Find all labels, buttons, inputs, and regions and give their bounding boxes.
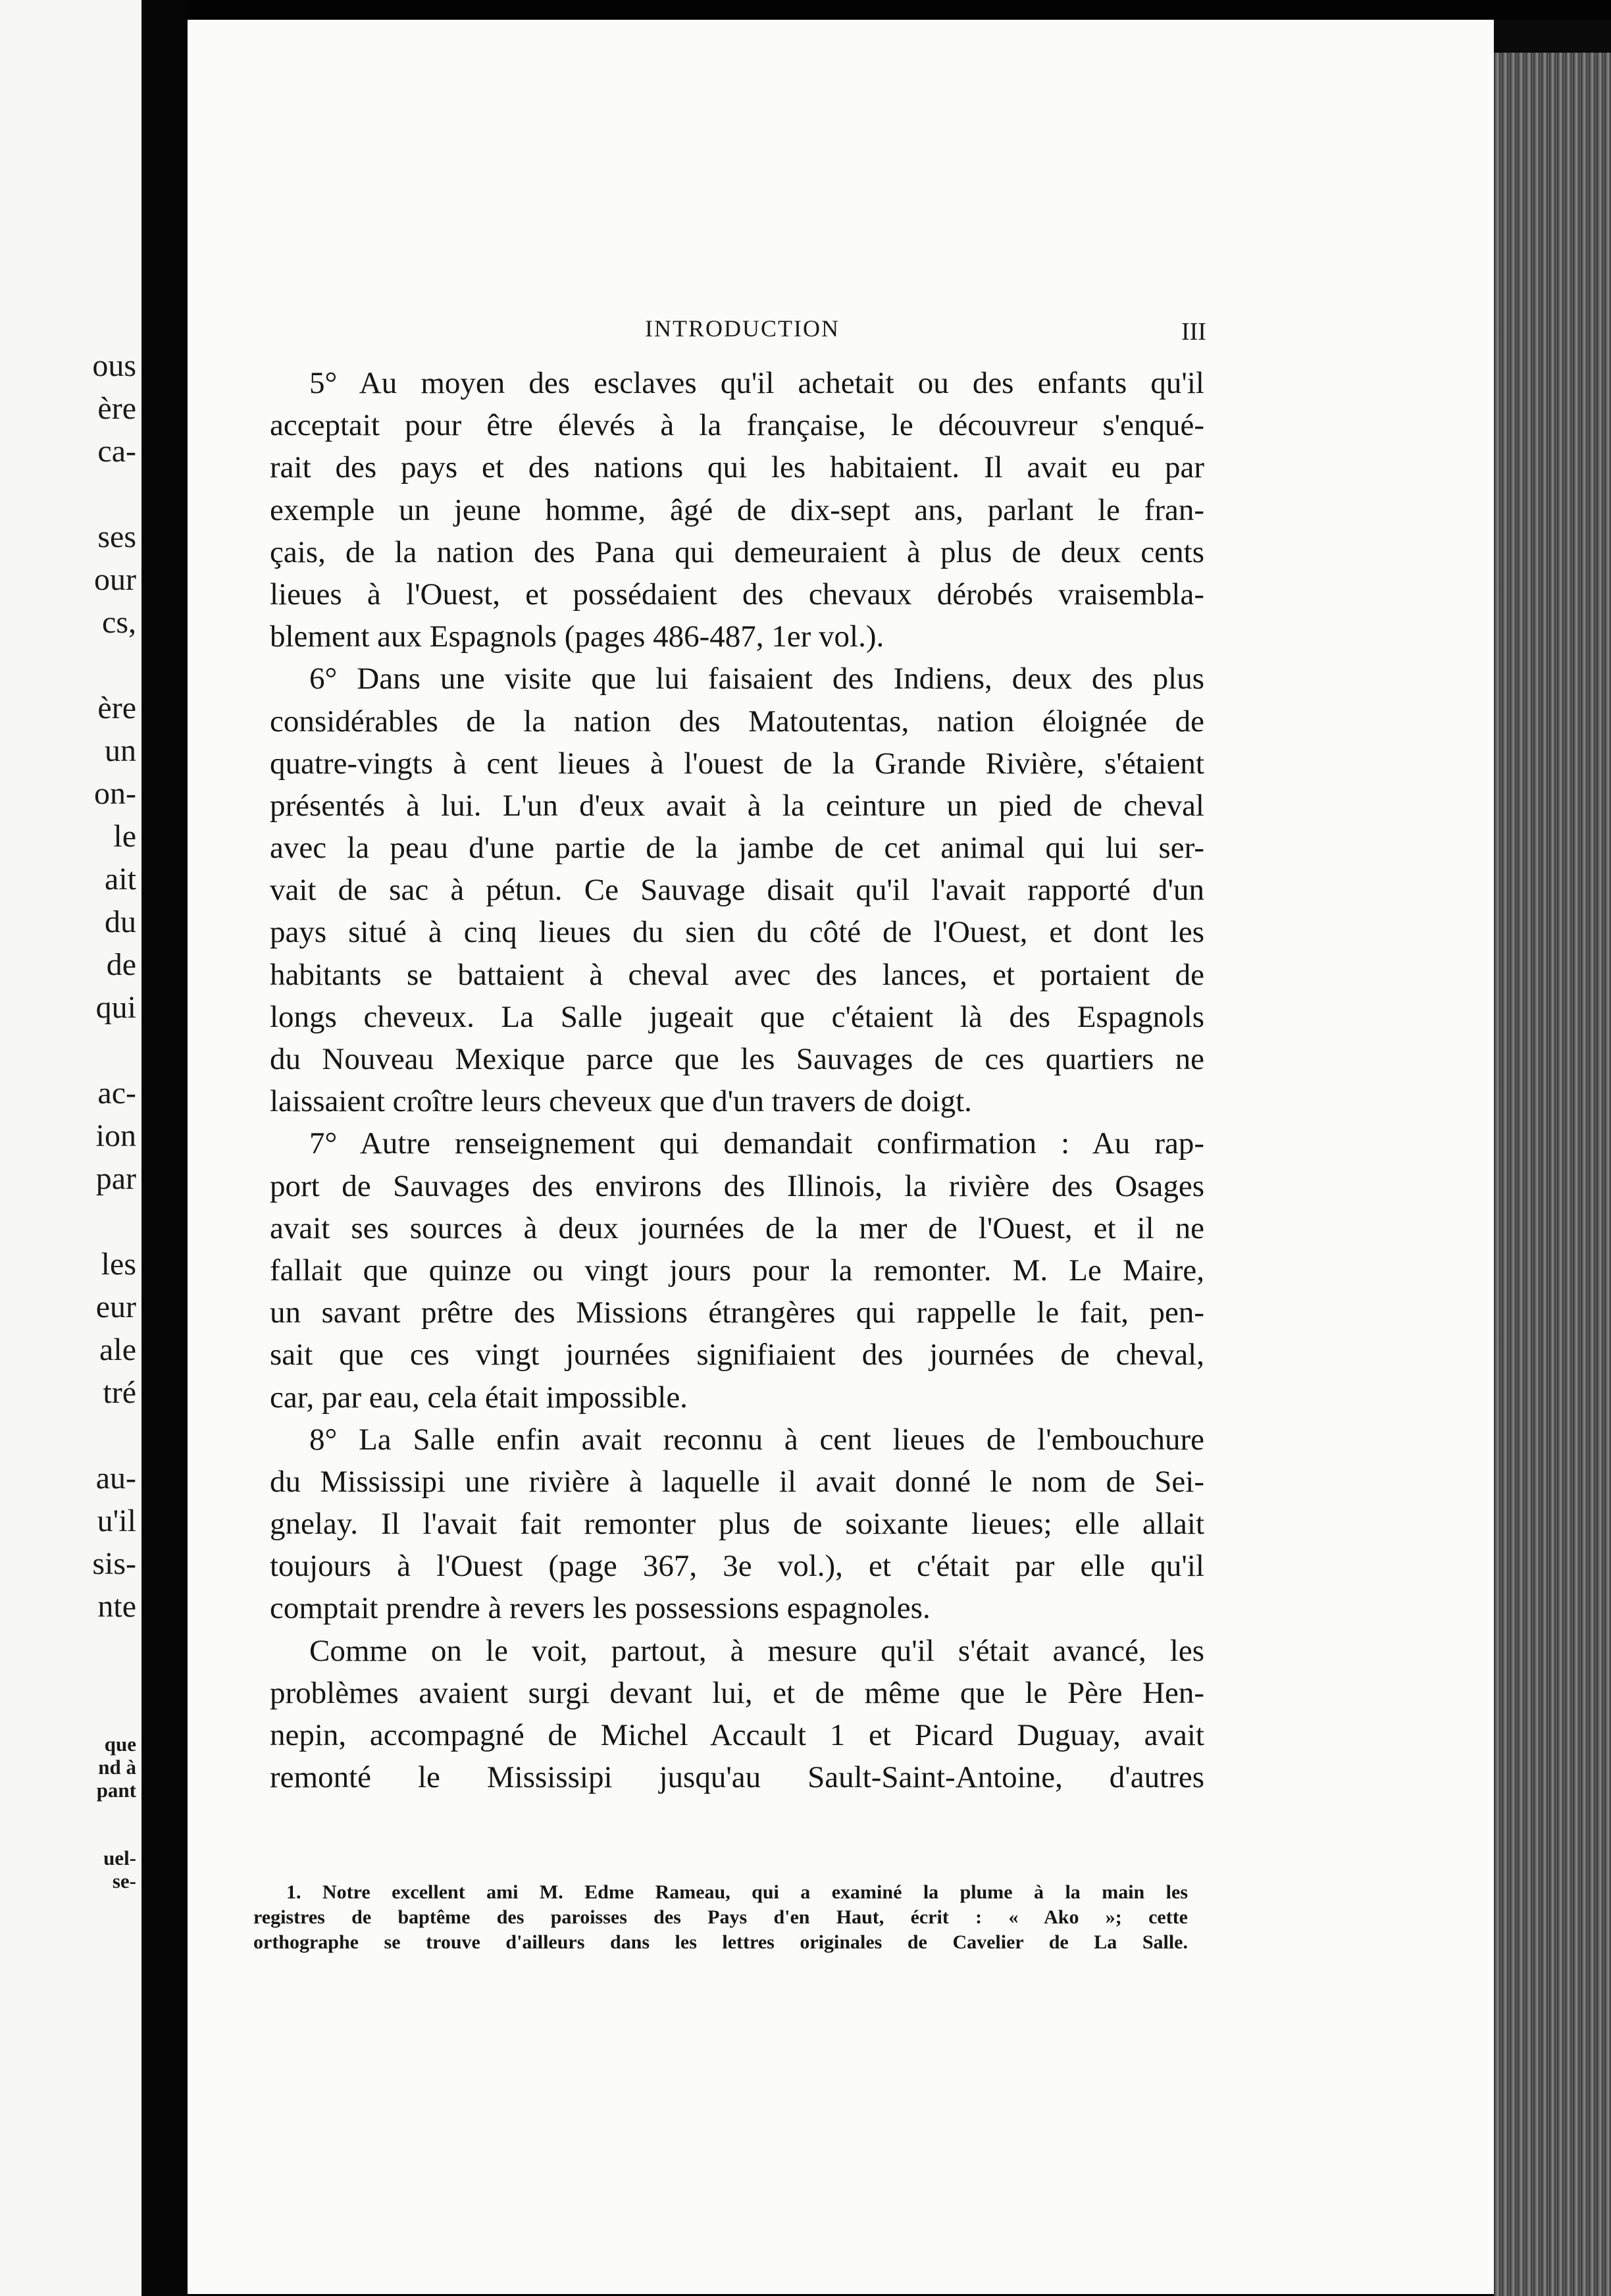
previous-page-line: le: [113, 819, 136, 854]
text-line: problèmes avaient surgi devant lui, et de même que le Père Hen-: [270, 1675, 1204, 1710]
text-line: gnelay. Il l'avait fait remonter plus de soixante lieues; elle allait: [270, 1507, 1204, 1542]
previous-page-line: les: [101, 1247, 136, 1282]
previous-page-fragment: [0, 0, 141, 2296]
text-line: du Mississipi une rivière à laquelle il avait donné le nom de Sei-: [270, 1464, 1204, 1499]
previous-page-line: un: [105, 733, 136, 768]
text-line: pays situé à cinq lieues du sien du côté de l'Ouest, et dont les: [270, 915, 1204, 950]
text-line: port de Sauvages des environs des Illinois, la rivière des Osages: [270, 1168, 1204, 1203]
text-line: exemple un jeune homme, âgé de dix-sept ans, parlant le fran-: [270, 492, 1204, 527]
previous-page-line: du: [105, 904, 136, 939]
text-line: Comme on le voit, partout, à mesure qu'il s'était avancé, les: [309, 1633, 1204, 1668]
previous-page-line: ère: [97, 391, 136, 426]
previous-page-line: ous: [92, 348, 136, 383]
main-text: [270, 362, 1204, 1798]
previous-page-line: ait: [105, 862, 136, 897]
previous-page-line: de: [106, 947, 136, 982]
previous-page-line: par: [95, 1161, 136, 1196]
text-line: présentés à lui. L'un d'eux avait à la ceinture un pied de cheval: [270, 788, 1204, 823]
text-line: fallait que quinze ou vingt jours pour la remonter. M. Le Maire,: [270, 1253, 1204, 1288]
text-line: 6° Dans une visite que lui faisaient des Indiens, deux des plus: [309, 662, 1204, 696]
text-line: 7° Autre renseignement qui demandait confirmation : Au rap-: [309, 1126, 1204, 1161]
text-line: un savant prêtre des Missions étrangères qui rappelle le fait, pen-: [270, 1295, 1204, 1330]
previous-page-line: ion: [95, 1118, 136, 1153]
page-block-edge: [1494, 53, 1611, 2296]
previous-page-line: u'il: [97, 1503, 136, 1538]
footnote-line: 1. Notre excellent ami M. Edme Rameau, qui a examiné la plume à la main les: [286, 1881, 1188, 1903]
book-gutter: [141, 0, 188, 2296]
previous-page-note-line: se-: [112, 1869, 136, 1892]
text-line: çais, de la nation des Pana qui demeuraient à plus de deux cents: [270, 535, 1204, 569]
text-line: toujours à l'Ouest (page 367, 3e vol.), et c'était par elle qu'il: [270, 1549, 1204, 1584]
previous-page-note-line: nd à: [98, 1756, 136, 1779]
previous-page-line: eur: [95, 1290, 136, 1324]
text-line: avec la peau d'une partie de la jambe de cet animal qui lui ser-: [270, 831, 1204, 866]
previous-page-line: tré: [103, 1375, 136, 1410]
text-line: habitants se battaient à cheval avec des lances, et portaient de: [270, 957, 1204, 992]
text-line: lieues à l'Ouest, et possédaient des chevaux dérobés vraisembla-: [270, 577, 1204, 612]
text-line: du Nouveau Mexique parce que les Sauvages de ces quartiers ne: [270, 1042, 1204, 1076]
text-line: avait ses sources à deux journées de la mer de l'Ouest, et il ne: [270, 1211, 1204, 1245]
text-line: vait de sac à pétun. Ce Sauvage disait qu'il l'avait rapporté d'un: [270, 873, 1204, 908]
text-line: acceptait pour être élevés à la française, le découvreur s'enqué-: [270, 408, 1204, 443]
previous-page-line: on-: [94, 776, 136, 811]
previous-page-line: our: [94, 562, 136, 597]
previous-page-line: au-: [95, 1461, 136, 1496]
previous-page-line: nte: [97, 1589, 136, 1624]
previous-page-line: ca-: [97, 434, 136, 469]
text-line: 5° Au moyen des esclaves qu'il achetait ou des enfants qu'il: [309, 366, 1204, 400]
previous-page-line: ses: [97, 519, 136, 554]
previous-page-note-line: uel-: [103, 1846, 136, 1869]
previous-page-line: cs,: [102, 605, 136, 640]
footnote-line: registres de baptême des paroisses des Pays d'en Haut, écrit : « Ako »; cette: [253, 1906, 1188, 1928]
footnote-line: orthographe se trouve d'ailleurs dans les lettres originales de Cavelier de La Salle.: [253, 1931, 1188, 1953]
text-line: blement aux Espagnols (pages 486-487, 1er vol.).: [270, 619, 884, 654]
text-line: comptait prendre à revers les possessions espagnoles.: [270, 1591, 931, 1626]
previous-page-line: ac-: [97, 1076, 136, 1110]
page-number: III: [1181, 318, 1206, 346]
previous-page-line: ère: [97, 691, 136, 725]
text-line: considérables de la nation des Matoutentas, nation éloignée de: [270, 704, 1204, 739]
text-line: longs cheveux. La Salle jugeait que c'étaient là des Espagnols: [270, 999, 1204, 1034]
footnote: [253, 1880, 1188, 1955]
running-title: INTRODUCTION: [645, 315, 840, 342]
previous-page-note-line: pant: [96, 1779, 136, 1802]
text-line: sait que ces vingt journées signifiaient des journées de cheval,: [270, 1338, 1204, 1372]
text-line: quatre-vingts à cent lieues à l'ouest de la Grande Rivière, s'étaient: [270, 746, 1204, 781]
text-line: car, par eau, cela était impossible.: [270, 1380, 688, 1415]
page-edge-shadow: [1494, 20, 1611, 53]
text-line: remonté le Mississipi jusqu'au Sault-Saint-Antoine, d'autres: [270, 1760, 1204, 1795]
text-line: rait des pays et des nations qui les habitaient. Il avait eu par: [270, 450, 1204, 485]
previous-page-line: qui: [95, 990, 136, 1025]
text-line: nepin, accompagné de Michel Accault 1 et Picard Duguay, avait: [270, 1718, 1204, 1752]
text-line: 8° La Salle enfin avait reconnu à cent lieues de l'embouchure: [309, 1422, 1204, 1457]
previous-page-line: ale: [99, 1332, 136, 1367]
text-line: laissaient croître leurs cheveux que d'un travers de doigt.: [270, 1084, 972, 1119]
previous-page-line: sis-: [92, 1546, 136, 1581]
previous-page-note-line: que: [104, 1733, 136, 1756]
